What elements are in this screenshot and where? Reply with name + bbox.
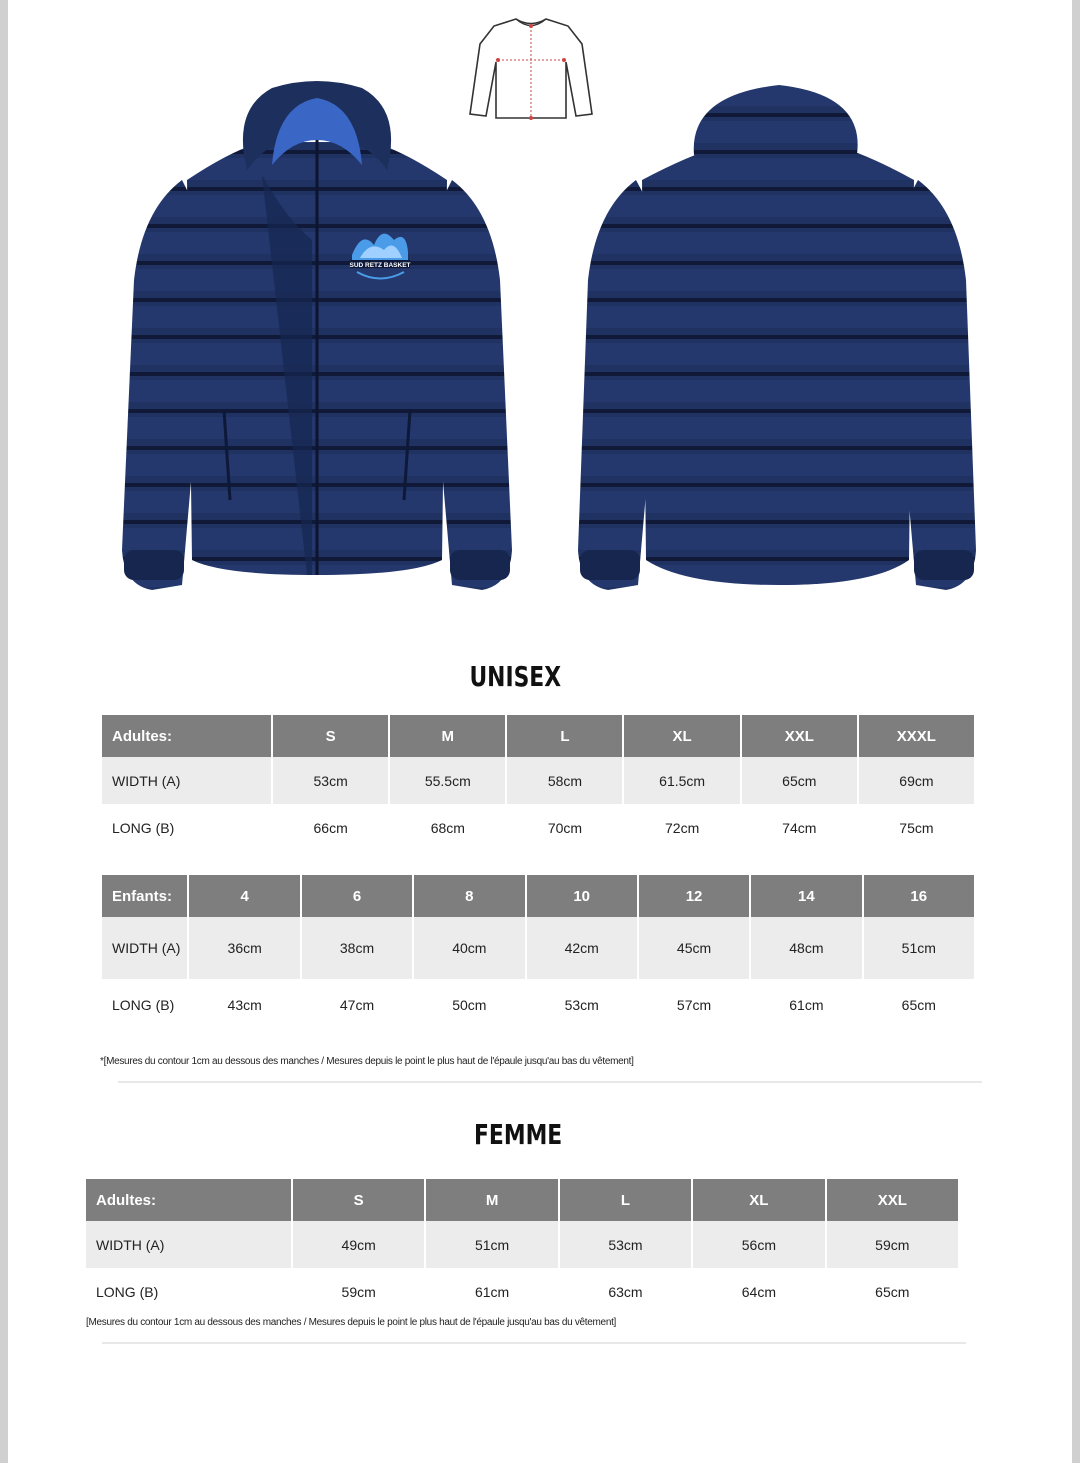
size-header: XXXL	[859, 715, 974, 757]
size-header: 6	[302, 875, 412, 917]
measurement-cell: 50cm	[452, 997, 487, 1013]
size-header: XL	[693, 1179, 824, 1221]
size-header: 12	[639, 875, 749, 917]
size-header: 8	[414, 875, 524, 917]
measurement-cell: 49cm	[293, 1221, 424, 1268]
divider	[118, 1081, 982, 1083]
size-header: L	[507, 715, 622, 757]
size-header: M	[426, 1179, 557, 1221]
femme-adults-table	[84, 1179, 960, 1315]
femme-measure-note: [Mesures du contour 1cm au dessous des manches / Mesures depuis le point le plus haut de l'épaule jusqu'au bas du vêtement]	[86, 1317, 617, 1328]
row-label: WIDTH (A)	[102, 757, 271, 804]
unisex-title: UNISEX	[469, 660, 562, 693]
measurement-cell: 55.5cm	[390, 757, 505, 804]
measurement-cell: 61cm	[789, 997, 824, 1013]
divider	[102, 1342, 966, 1344]
club-logo-text: SUD RETZ BASKET	[349, 262, 411, 269]
table-row	[86, 1268, 958, 1315]
measurement-cell: 65cm	[742, 757, 857, 804]
size-header: M	[390, 715, 505, 757]
measurement-cell: 65cm	[875, 1283, 910, 1300]
measurement-cell: 65cm	[901, 997, 936, 1013]
measurement-cell: 47cm	[339, 997, 375, 1013]
table-header-label: Adultes:	[86, 1179, 291, 1221]
jacket-back-image	[574, 80, 984, 600]
table-row	[102, 804, 974, 851]
unisex-adults-table	[100, 715, 976, 851]
table-row	[86, 1221, 958, 1268]
size-header: S	[293, 1179, 424, 1221]
size-header: 16	[864, 875, 974, 917]
measurement-cell: 64cm	[741, 1283, 776, 1300]
measurement-cell: 72cm	[665, 819, 700, 836]
table-header-label: Adultes:	[102, 715, 271, 757]
measurement-cell: 61cm	[474, 1283, 510, 1300]
table-header-label: Enfants:	[102, 875, 187, 917]
measurement-cell: 51cm	[426, 1221, 557, 1268]
row-label: LONG (B)	[96, 1283, 159, 1300]
measurement-cell: 66cm	[313, 819, 348, 836]
measurement-cell: 42cm	[527, 917, 637, 979]
table-row	[102, 917, 974, 979]
unisex-kids-table	[100, 875, 976, 1031]
measurement-cell: 51cm	[864, 917, 974, 979]
measurement-cell: 53cm	[560, 1221, 691, 1268]
size-header: XXL	[742, 715, 857, 757]
measurement-cell: 53cm	[273, 757, 388, 804]
measurement-cell: 48cm	[751, 917, 861, 979]
measurement-cell: 68cm	[430, 819, 465, 836]
measurement-cell: 40cm	[414, 917, 524, 979]
measurement-cell: 53cm	[564, 997, 599, 1013]
measurement-cell: 36cm	[189, 917, 299, 979]
row-label: WIDTH (A)	[86, 1221, 291, 1268]
table-header-row	[102, 715, 974, 757]
measurement-cell: 59cm	[341, 1283, 376, 1300]
measurement-cell: 45cm	[639, 917, 749, 979]
table-row	[102, 757, 974, 804]
measurement-cell: 56cm	[693, 1221, 824, 1268]
measurement-cell: 75cm	[899, 819, 934, 836]
unisex-measure-note: *[Mesures du contour 1cm au dessous des manches / Mesures depuis le point le plus haut de l'épaule jusqu'au bas du vêtement]	[100, 1056, 634, 1067]
measurement-cell: 70cm	[547, 819, 583, 836]
measurement-cell: 74cm	[782, 819, 817, 836]
measurement-cell: 57cm	[676, 997, 712, 1013]
jacket-front-image	[112, 80, 522, 600]
size-header: S	[273, 715, 388, 757]
measurement-cell: 63cm	[608, 1283, 643, 1300]
measurement-cell: 59cm	[827, 1221, 958, 1268]
size-guide-sheet	[8, 0, 1072, 1463]
femme-title: FEMME	[474, 1118, 563, 1151]
row-label: LONG (B)	[112, 819, 175, 836]
size-header: 10	[527, 875, 637, 917]
measurement-cell: 43cm	[227, 997, 262, 1013]
measurement-cell: 38cm	[302, 917, 412, 979]
size-header: 4	[189, 875, 299, 917]
row-label: LONG (B)	[112, 996, 175, 1013]
measurement-cell: 58cm	[507, 757, 622, 804]
table-header-row	[86, 1179, 958, 1221]
table-header-row	[102, 875, 974, 917]
measurement-cell: 69cm	[859, 757, 974, 804]
measurement-cell: 61.5cm	[624, 757, 739, 804]
row-label: WIDTH (A)	[102, 917, 187, 979]
size-header: L	[560, 1179, 691, 1221]
size-header: XXL	[827, 1179, 958, 1221]
table-row	[102, 979, 974, 1031]
size-header: 14	[751, 875, 861, 917]
size-header: XL	[624, 715, 739, 757]
